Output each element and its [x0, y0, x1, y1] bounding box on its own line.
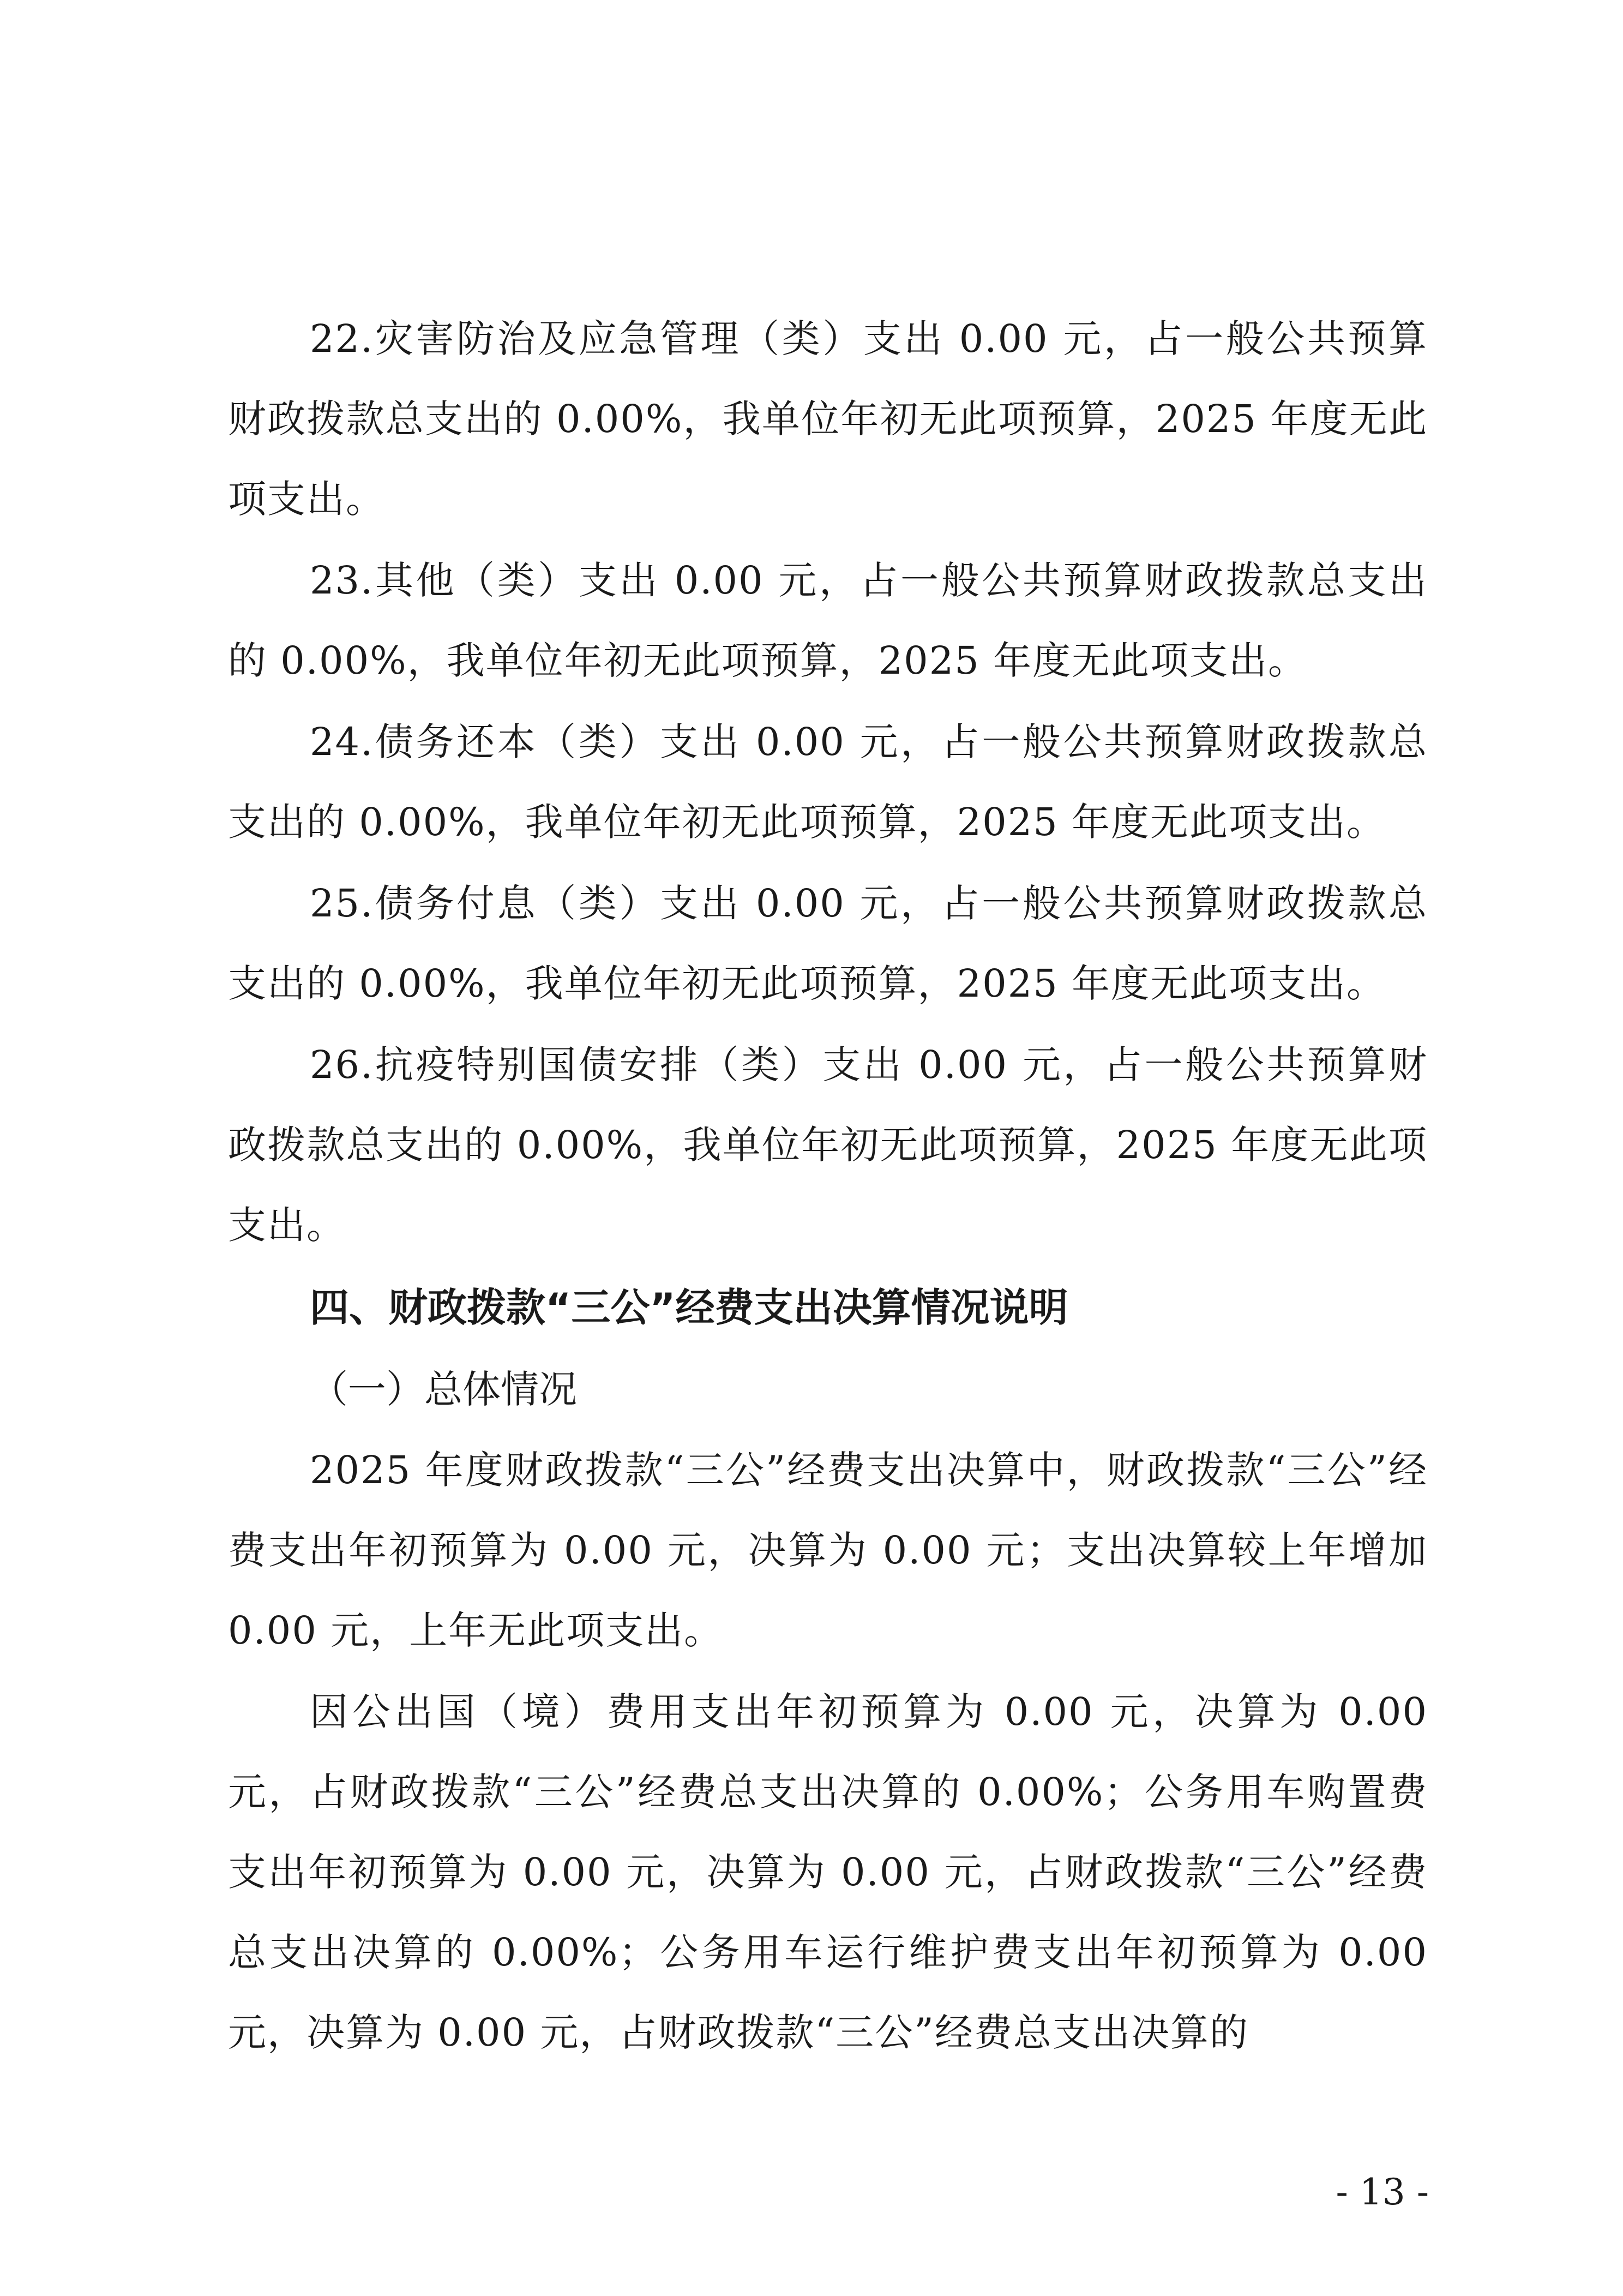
body-paragraph-breakdown: 因公出国（境）费用支出年初预算为 0.00 元，决算为 0.00 元，占财政拨款“三公”经费总支出决算的 0.00%；公务用车购置费支出年初预算为 0.00 元，决算为 0.00 元，占财政拨款“三公”经费总支出决算的 0.00%；公务用车运行维护费支出年初预算为 0.00 元，决算为 0.00 元，占财政拨款“三公”经费总支出决算的: [228, 1689, 1428, 2055]
page-number: - 13 -: [1336, 2171, 1429, 2213]
paragraph-item-23: 23.其他（类）支出 0.00 元，占一般公共预算财政拨款总支出的 0.00%，我单位年初无此项预算，2025 年度无此项支出。: [228, 558, 1428, 683]
paragraph-item-25: 25.债务付息（类）支出 0.00 元，占一般公共预算财政拨款总支出的 0.00%，我单位年初无此项预算，2025 年度无此项支出。: [228, 881, 1428, 1006]
body-paragraph-overview: 2025 年度财政拨款“三公”经费支出决算中，财政拨款“三公”经费支出年初预算为 0.00 元，决算为 0.00 元；支出决算较上年增加 0.00 元，上年无此项支出。: [228, 1448, 1428, 1653]
page-content: [228, 299, 1428, 2074]
paragraph-item-24: 24.债务还本（类）支出 0.00 元，占一般公共预算财政拨款总支出的 0.00%，我单位年初无此项预算，2025 年度无此项支出。: [228, 720, 1428, 844]
paragraph-item-22: 22.灾害防治及应急管理（类）支出 0.00 元，占一般公共预算财政拨款总支出的 0.00%，我单位年初无此项预算，2025 年度无此项支出。: [228, 316, 1428, 521]
paragraph-item-26: 26.抗疫特别国债安排（类）支出 0.00 元，占一般公共预算财政拨款总支出的 0.00%，我单位年初无此项预算，2025 年度无此项支出。: [228, 1042, 1428, 1248]
subsection-heading: （一）总体情况: [310, 1367, 577, 1412]
section-heading: 四、财政拨款“三公”经费支出决算情况说明: [310, 1285, 1068, 1330]
